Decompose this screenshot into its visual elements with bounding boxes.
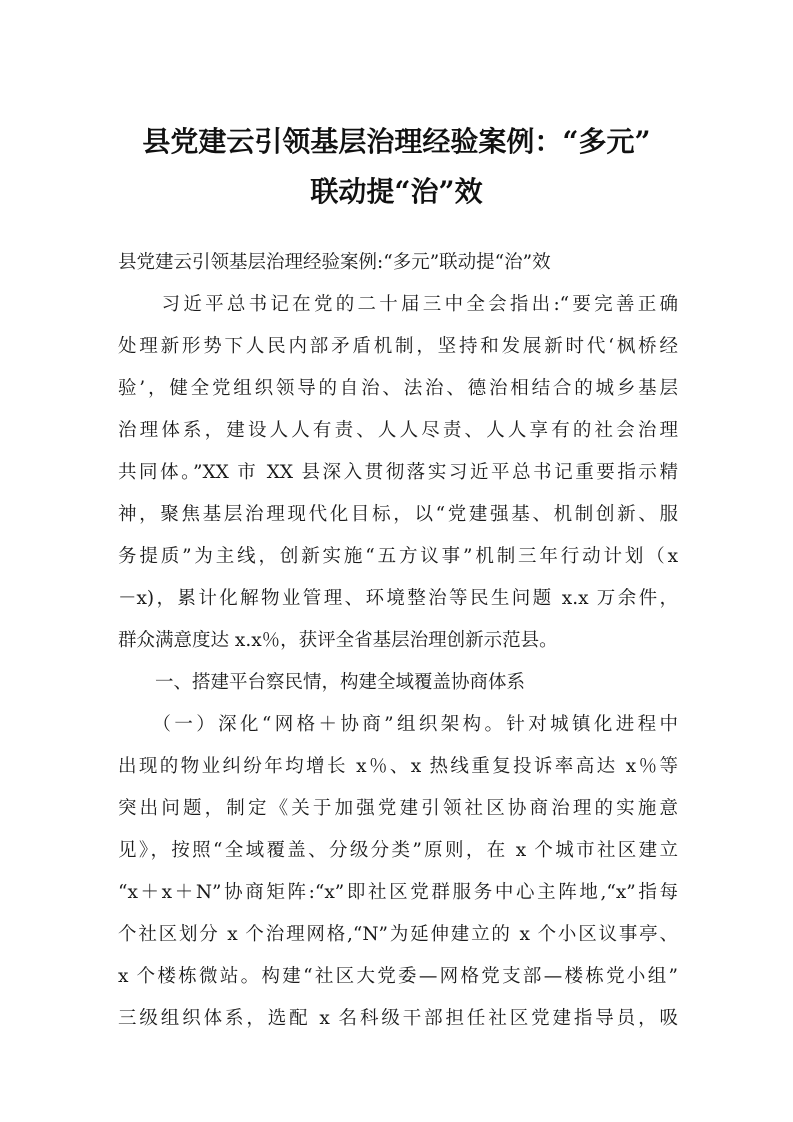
body-line: 神，聚焦基层治理现代化目标，以“党建强基、机制创新、服	[118, 504, 678, 525]
body-line: 个社区划分 x 个治理网格,“N”为延伸建立的 x 个小区议事亭、	[118, 924, 678, 945]
body-line: 验’，健全党组织领导的自治、法治、德治相结合的城乡基层	[118, 378, 678, 399]
body-line: x 个楼栋微站。构建“社区大党委—网格党支部—楼栋党小组”	[118, 966, 678, 987]
body-line: 共同体。”XX 市 XX 县深入贯彻落实习近平总书记重要指示精	[118, 462, 678, 483]
section-heading: 一、搭建平台察民情，构建全域覆盖协商体系	[118, 672, 526, 693]
body-line: 突出问题，制定《关于加强党建引领社区协商治理的实施意	[118, 798, 678, 819]
body-line: 县党建云引领基层治理经验案例:“多元”联动提“治”效	[118, 252, 551, 273]
body-line: 处理新形势下人民内部矛盾机制，坚持和发展新时代‘枫桥经	[118, 336, 678, 357]
body-line: 见》，按照“全域覆盖、分级分类”原则，在 x 个城市社区建立	[118, 840, 678, 861]
body-line: 习近平总书记在党的二十届三中全会指出:“要完善正确	[118, 294, 678, 315]
body-line: 群众满意度达 x.x％，获评全省基层治理创新示范县。	[118, 630, 558, 651]
body-line: －x)，累计化解物业管理、环境整治等民生问题 x.x 万余件，	[118, 588, 678, 609]
body-line: （一）深化“网格＋协商”组织架构。针对城镇化进程中	[118, 714, 678, 735]
document-title-line-2: 联动提“治”效	[310, 175, 483, 208]
body-line: 三级组织体系，选配 x 名科级干部担任社区党建指导员，吸	[118, 1008, 678, 1029]
body-line: 治理体系，建设人人有责、人人尽责、人人享有的社会治理	[118, 420, 678, 441]
body-line: “x＋x＋N”协商矩阵:“x”即社区党群服务中心主阵地,“x”指每	[118, 882, 678, 903]
body-line: 出现的物业纠纷年均增长 x％、x 热线重复投诉率高达 x％等	[118, 756, 678, 777]
document-title-line-1: 县党建云引领基层治理经验案例：“多元”	[142, 125, 651, 158]
body-line: 务提质”为主线，创新实施“五方议事”机制三年行动计划（x	[118, 546, 678, 567]
